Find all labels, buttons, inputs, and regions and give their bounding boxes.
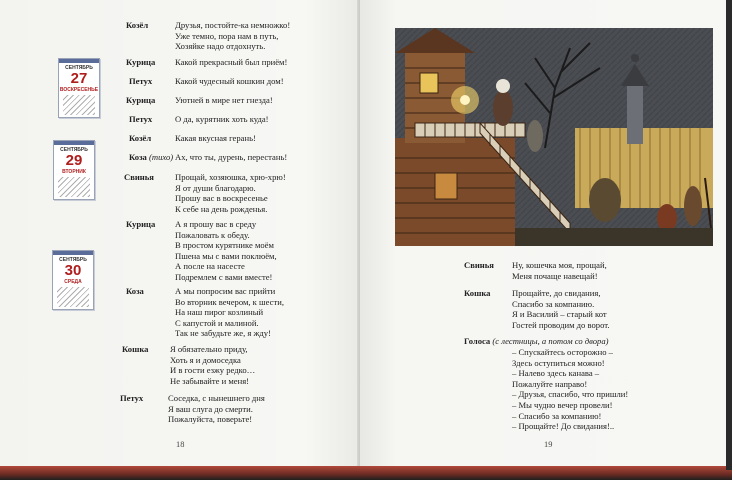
page-number: 19: [544, 440, 553, 449]
speaker-name: Свинья: [464, 260, 494, 270]
verse-line: О да, курятник хоть куда!: [175, 114, 269, 124]
verse-line: Друзья, постойте-ка немножко!: [175, 20, 291, 30]
speaker-name-text: Голоса: [464, 336, 491, 346]
stage-direction: (тихо): [149, 152, 174, 162]
verse-block: [175, 286, 284, 339]
verse-line: Я от души благодарю.: [175, 182, 256, 193]
verse-line: К себе на день рожденья.: [175, 203, 268, 214]
speaker-name: Козёл: [129, 133, 152, 143]
verse-line: Хозяйке надо отдохнуть.: [175, 41, 266, 52]
verse-line: А мы попросим вас прийти: [175, 286, 276, 296]
verse-line: Гостей проводим до ворот.: [512, 319, 610, 330]
window: [435, 173, 457, 199]
verse-line: – Прощайте! До свидания!..: [512, 421, 615, 432]
verse-line: Какой чудесный кошкин дом!: [175, 76, 284, 86]
rooster: [657, 204, 677, 232]
speaker-name: Петух: [120, 393, 144, 403]
verse-block: [512, 347, 628, 432]
verse-block: [175, 114, 269, 125]
window: [420, 73, 438, 93]
verse-line: – Спасибо за компанию!: [512, 410, 602, 421]
calendar-month: СЕНТЯБРЬ: [60, 147, 88, 153]
verse-block: [175, 172, 286, 214]
goat: [527, 120, 543, 152]
verse-line: Ну, кошечка моя, прощай,: [512, 260, 607, 270]
calendar-doodle: [58, 177, 90, 197]
speaker-name: Коза: [126, 286, 144, 296]
speaker-name: [129, 152, 173, 162]
verse-line: Подремлем с вами вместе!: [175, 271, 273, 282]
speaker-name: Петух: [129, 114, 153, 124]
verse-line: Уже темно, пора нам в путь,: [175, 30, 279, 41]
cat-host: [493, 90, 513, 126]
verse-line: – Спускайтесь осторожно –: [512, 347, 613, 357]
calendar-day: 27: [70, 70, 88, 87]
speaker-name: Свинья: [124, 172, 154, 182]
verse-block: [175, 95, 273, 106]
verse-line: Пожалуйте направо!: [512, 378, 588, 389]
verse-line: Какая вкусная герань!: [175, 133, 256, 143]
verse-line: С капустой и малиной.: [175, 317, 259, 328]
verse-line: Какой прекрасный был приём!: [175, 57, 288, 67]
verse-block: [175, 219, 277, 283]
verse-line: Прощай, хозяюшка, хрю-хрю!: [175, 172, 286, 182]
verse-line: Прошу вас в воскресенье: [175, 193, 268, 204]
verse-line: Во вторник вечером, к шести,: [175, 296, 284, 307]
verse-line: Прощайте, до свидания,: [512, 288, 601, 298]
verse-line: А я прошу вас в среду: [175, 219, 257, 229]
book-cover-edge: [0, 466, 732, 480]
calendar-weekday: СРЕДА: [64, 279, 82, 285]
verse-line: Я и Василий – старый кот: [512, 309, 607, 320]
calendar-month: СЕНТЯБРЬ: [65, 65, 93, 71]
verse-line: Здесь оступиться можно!: [512, 357, 605, 368]
verse-block: [175, 57, 287, 68]
balcony: [415, 123, 525, 137]
calendar-doodle: [63, 95, 95, 115]
verse-line: – Мы чудно вечер провели!: [512, 399, 613, 410]
illustration-house-evening: [395, 28, 713, 246]
verse-line: – Друзья, спасибо, что пришли!: [512, 389, 629, 400]
verse-line: Не забывайте и меня!: [170, 375, 250, 386]
calendar-weekday: ВТОРНИК: [62, 169, 86, 175]
verse-line: Уютней в мире нет гнезда!: [175, 95, 273, 105]
calendar-day: 29: [65, 152, 83, 169]
pig: [589, 178, 621, 222]
speaker-name: Кошка: [122, 344, 149, 354]
calendar-page-30: [52, 250, 94, 310]
calendar-weekday: ВОСКРЕСЕНЬЕ: [59, 87, 99, 93]
verse-line: А после на насесте: [175, 261, 245, 272]
verse-line: На наш пирог козлиный: [175, 307, 264, 318]
verse-block: [175, 152, 287, 163]
calendar-month: СЕНТЯБРЬ: [59, 257, 87, 263]
verse-block: [175, 76, 284, 87]
verse-line: Так не забудьте же, я жду!: [175, 328, 271, 339]
background-edge: [726, 0, 732, 470]
speaker-name-text: Коза: [129, 152, 147, 162]
calendar-page-29: [53, 140, 95, 200]
stage-direction: (с лестницы, а потом со двора): [492, 336, 609, 346]
speaker-name: Курица: [126, 219, 156, 229]
verse-line: Спасибо за компанию.: [512, 298, 595, 309]
verse-block: [512, 288, 610, 330]
speaker-name: Петух: [129, 76, 153, 86]
speaker-name: Козёл: [126, 20, 149, 30]
calendar-page-27: [58, 58, 100, 118]
verse-line: Меня почаще навещай!: [512, 270, 598, 281]
verse-block: [175, 133, 256, 144]
speaker-name: Курица: [126, 57, 156, 67]
speaker-name: Курица: [126, 95, 156, 105]
speaker-name: [464, 336, 608, 346]
verse-line: – Налево здесь канава –: [512, 368, 600, 379]
tower: [627, 86, 643, 144]
verse-block: [512, 260, 607, 281]
verse-line: Пожаловать к обеду.: [175, 229, 250, 240]
verse-line: Пожалуйста, поверьте!: [168, 414, 253, 425]
verse-line: Хоть я и домоседка: [170, 354, 241, 365]
ground: [515, 228, 713, 246]
verse-line: Я ваш слуга до смерти.: [168, 403, 253, 414]
broom-cat: [684, 186, 702, 226]
verse-block: [175, 20, 290, 52]
verse-line: Соседка, с нынешнего дня: [168, 393, 265, 403]
verse-line: Я обязательно приду,: [170, 344, 248, 354]
speaker-name: Кошка: [464, 288, 491, 298]
verse-line: Ах, что ты, дурень, перестань!: [175, 152, 288, 162]
verse-line: Пшена мы с вами поклюём,: [175, 250, 277, 261]
verse-block: [170, 344, 255, 386]
verse-line: В простом курятнике моём: [175, 240, 274, 251]
page-number: 18: [176, 440, 185, 449]
calendar-doodle: [57, 287, 89, 307]
verse-block: [168, 393, 265, 425]
verse-line: И в гости езжу редко…: [170, 365, 256, 376]
calendar-day: 30: [64, 262, 82, 279]
left-page: [0, 0, 360, 470]
